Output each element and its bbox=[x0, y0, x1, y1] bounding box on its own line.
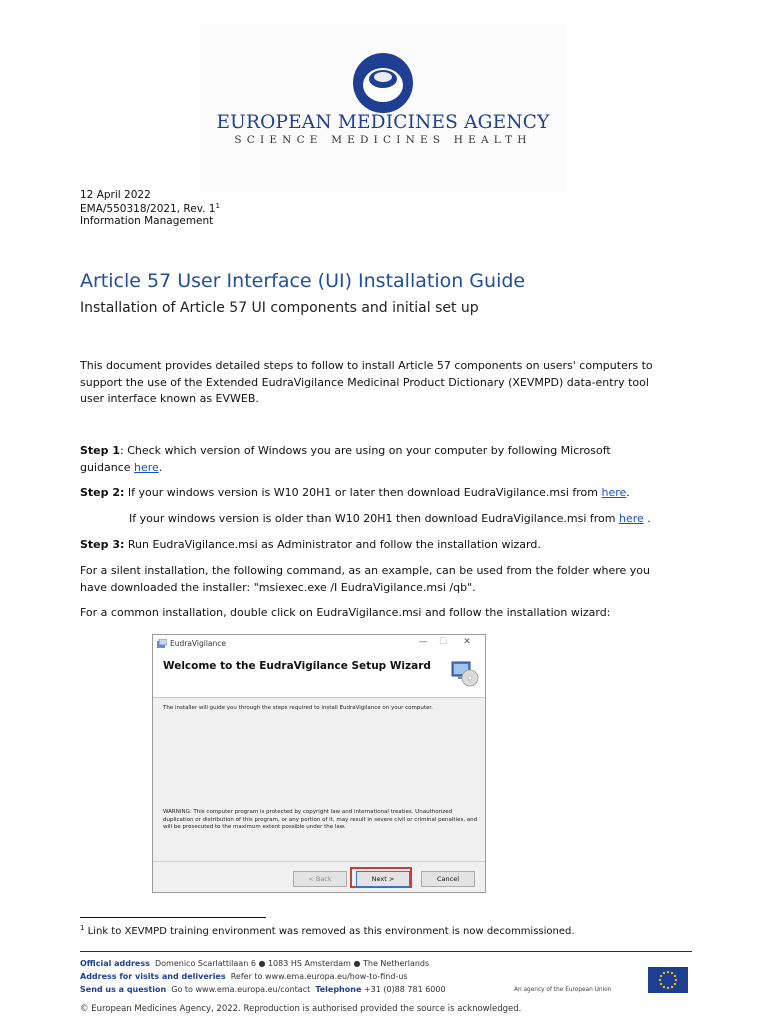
visits-label: Address for visits and deliveries bbox=[80, 972, 226, 981]
back-button[interactable]: < Back bbox=[293, 871, 347, 887]
intro-paragraph bbox=[80, 358, 692, 408]
agency-tagline: SCIENCE MEDICINES HEALTH bbox=[234, 134, 532, 146]
footnote-mark: 1 bbox=[215, 202, 220, 210]
visits-value: Refer to www.ema.europa.eu/how-to-find-us bbox=[230, 972, 408, 981]
silent-line: For a silent installation, the following command, as an example, can be used from the folder where you bbox=[80, 564, 650, 577]
step3-paragraph bbox=[80, 537, 692, 554]
step2-alt-paragraph bbox=[129, 511, 692, 528]
step2-end: . bbox=[626, 486, 630, 499]
silent-line: have downloaded the installer: "msiexec.exe /I EudraVigilance.msi /qb". bbox=[80, 580, 476, 594]
next-button[interactable]: Next > bbox=[356, 871, 410, 887]
maximize-icon[interactable]: ☐ bbox=[438, 637, 448, 647]
step1-label: Step 1 bbox=[80, 444, 120, 457]
step2-text: If your windows version is W10 20H1 or later then download EudraVigilance.msi from bbox=[124, 486, 602, 499]
telephone-value: +31 (0)88 781 6000 bbox=[363, 985, 446, 994]
telephone-label: Telephone bbox=[315, 985, 362, 994]
silent-install-paragraph bbox=[80, 563, 692, 596]
step3-text: Run EudraVigilance.msi as Administrator and follow the installation wizard. bbox=[124, 538, 541, 551]
wizard-divider bbox=[153, 697, 485, 698]
wizard-footer-divider bbox=[153, 861, 485, 862]
question-label: Send us a question bbox=[80, 985, 167, 994]
step2-link[interactable]: here bbox=[601, 486, 627, 499]
agency-name: EUROPEAN MEDICINES AGENCY bbox=[216, 112, 550, 133]
step2-label: Step 2: bbox=[80, 486, 125, 499]
installer-icon bbox=[157, 639, 167, 649]
setup-wizard-screenshot bbox=[152, 634, 486, 893]
footnote-text: Link to XEVMPD training environment was removed as this environment is now decommissioned. bbox=[84, 926, 575, 937]
ema-logo-icon bbox=[352, 52, 414, 114]
step2-alt-end: . bbox=[643, 512, 651, 525]
document-reference bbox=[80, 202, 220, 215]
intro-line: This document provides detailed steps to follow to install Article 57 components on users' computers to bbox=[80, 359, 653, 372]
department: Information Management bbox=[80, 215, 214, 227]
footer-visits bbox=[80, 972, 408, 981]
intro-line: user interface known as EVWEB. bbox=[80, 392, 259, 405]
footnote-rule bbox=[80, 917, 266, 918]
step1-end: . bbox=[158, 460, 163, 474]
intro-line: support the use of the Extended EudraVigilance Medicinal Product Dictionary (XEVMPD) data-entry tool bbox=[80, 375, 649, 389]
wizard-heading: Welcome to the EudraVigilance Setup Wizard bbox=[163, 660, 431, 672]
question-value: Go to www.ema.europa.eu/contact bbox=[171, 985, 311, 994]
eu-flag-icon bbox=[648, 967, 688, 993]
footer-contact bbox=[80, 985, 446, 994]
cancel-button[interactable]: Cancel bbox=[421, 871, 475, 887]
copyright: © European Medicines Agency, 2022. Reproduction is authorised provided the source is acknowledged. bbox=[80, 1004, 522, 1014]
wizard-intro-text: The installer will guide you through the steps required to install EudraVigilance on your computer. bbox=[163, 705, 433, 711]
footer-official-address bbox=[80, 959, 429, 968]
footnote-number: 1 bbox=[80, 924, 85, 932]
step3-label: Step 3: bbox=[80, 538, 125, 551]
footnote bbox=[80, 924, 575, 937]
reference-text: EMA/550318/2021, Rev. 1 bbox=[80, 203, 216, 215]
wizard-window-title: EudraVigilance bbox=[170, 639, 226, 648]
step2-paragraph bbox=[80, 485, 692, 502]
common-install-paragraph: For a common installation, double click on EudraVigilance.msi and follow the installation wizard: bbox=[80, 606, 611, 619]
page-title: Article 57 User Interface (UI) Installation Guide bbox=[80, 270, 526, 292]
official-address-value: Domenico Scarlattilaan 6 ● 1083 HS Amsterdam ● The Netherlands bbox=[154, 959, 430, 968]
step1-text-cont: guidance bbox=[80, 460, 135, 474]
document-date: 12 April 2022 bbox=[80, 189, 151, 201]
step1-text: : Check which version of Windows you are using on your computer by following Microsoft bbox=[120, 444, 611, 457]
eu-agency-note: An agency of the European Union bbox=[514, 987, 612, 993]
close-icon[interactable]: ✕ bbox=[463, 637, 471, 647]
step2-alt-text: If your windows version is older than W10 20H1 then download EudraVigilance.msi from bbox=[129, 512, 619, 525]
footer-rule bbox=[80, 951, 692, 952]
computer-disc-icon bbox=[451, 659, 479, 687]
step1-paragraph bbox=[80, 443, 692, 476]
official-address-label: Official address bbox=[80, 959, 150, 968]
wizard-warning-text: WARNING: This computer program is protected by copyright law and international treaties. Unauthorized duplication or distribution of this program, or any portion of it, may result in severe civil or criminal penalties, and will be prosecuted to the maximum extent possible under the law. bbox=[163, 809, 478, 831]
step2-alt-link[interactable]: here bbox=[618, 512, 644, 525]
page-subtitle: Installation of Article 57 UI components and initial set up bbox=[80, 300, 479, 316]
step1-link[interactable]: here bbox=[134, 460, 159, 474]
minimize-icon[interactable]: — bbox=[418, 637, 428, 647]
